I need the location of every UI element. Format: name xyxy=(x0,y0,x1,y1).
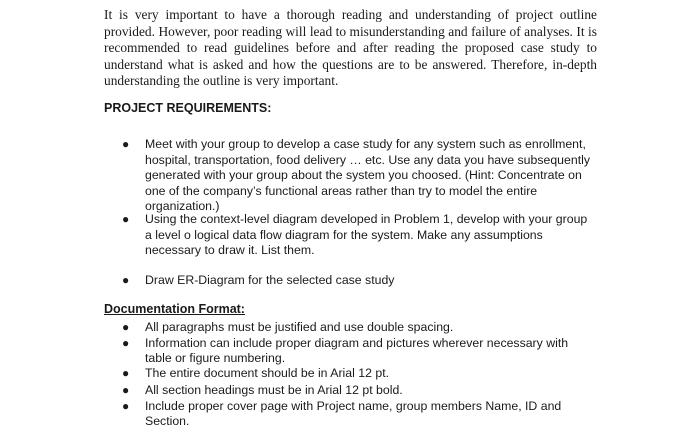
format-rule-text: Include proper cover page with Project name, group members Name, ID and Section. xyxy=(145,399,562,428)
intro-paragraph: It is very important to have a thorough reading and understanding of project outline provided. However, poor reading will lead to misunderstanding and failure of analyses. It is recommended to read guidelines before and after reading the proposed case study to understand what is asked and how the questions are to be answered. Therefore, in-depth understanding the outline is very important. xyxy=(104,7,597,89)
bullet-icon: ● xyxy=(122,212,130,226)
format-rule-text: Information can include proper diagram and pictures wherever necessary with table or figure numbering. xyxy=(145,336,569,365)
bullet-icon: ● xyxy=(122,383,130,397)
project-requirements-heading: PROJECT REQUIREMENTS: xyxy=(104,101,272,115)
bullet-icon: ● xyxy=(122,137,130,151)
requirement-text: Using the context-level diagram developed in Problem 1, develop with your group a level o logical data flow diagram for the system. Make any assumptions necessary to draw it. List them. xyxy=(145,212,588,258)
format-rule-text: The entire document should be in Arial 12 pt. xyxy=(145,366,390,380)
bullet-icon: ● xyxy=(122,336,130,350)
bullet-icon: ● xyxy=(122,366,130,380)
format-rule-text: All section headings must be in Arial 12 pt bold. xyxy=(145,383,403,397)
bullet-icon: ● xyxy=(122,273,130,287)
requirement-text: Draw ER-Diagram for the selected case study xyxy=(145,273,395,287)
format-rule-text: All paragraphs must be justified and use double spacing. xyxy=(145,320,454,334)
bullet-icon: ● xyxy=(122,399,130,413)
requirement-text: Meet with your group to develop a case study for any system such as enrollment, hospital, transportation, food delivery … etc. Use any data you have subsequently generated with your group about the system you choosed. (Hint: Concentrate on one of the company’s functional areas rather than try to model the entire organization.) xyxy=(145,137,590,214)
documentation-format-heading: Documentation Format: xyxy=(104,302,245,316)
bullet-icon: ● xyxy=(122,320,130,334)
